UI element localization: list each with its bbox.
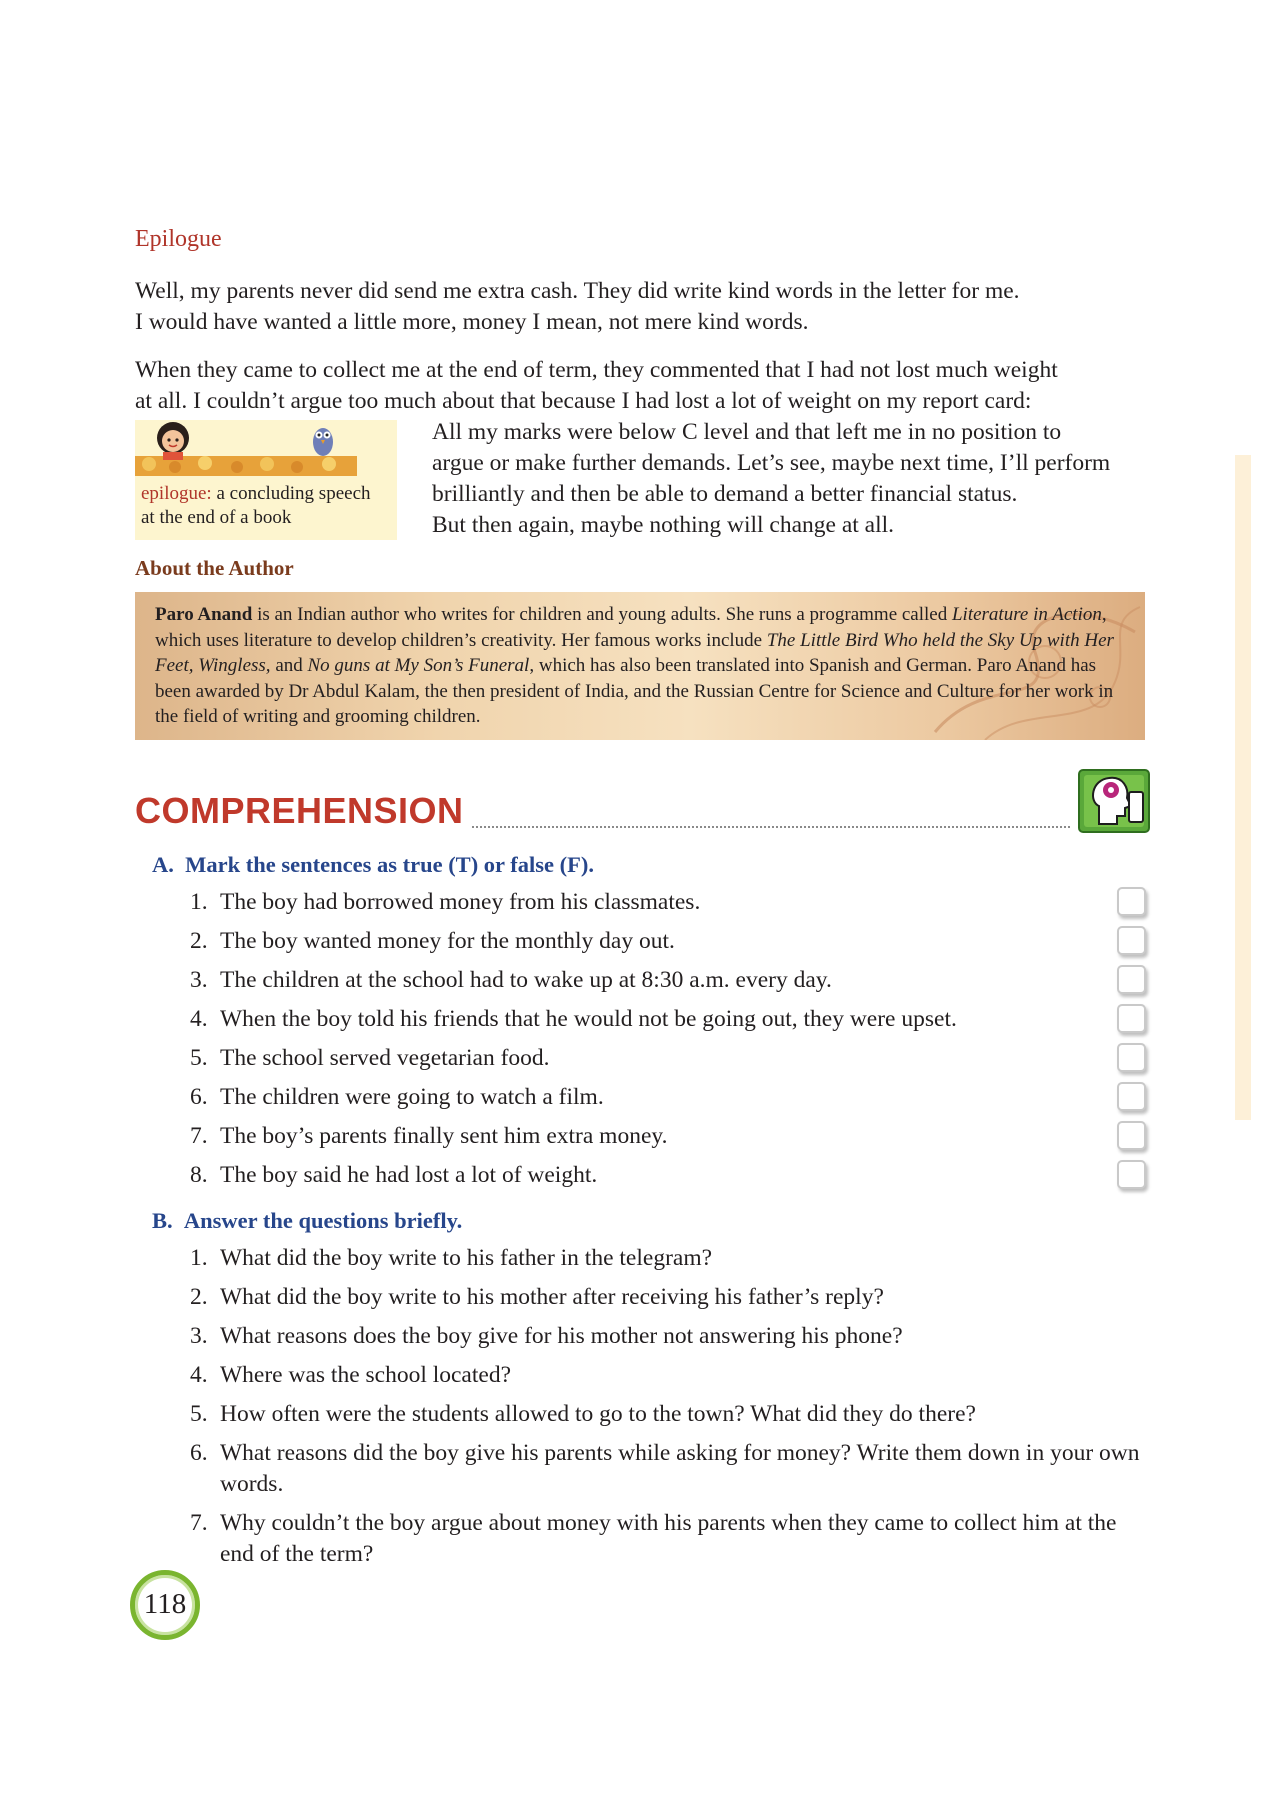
bio-text-4: , which has also been translated into Spanish and German. Paro Anand has been awarded by Dr Abdul Kalam, the then president of India, and the Russian Centre for Science and Culture for her work in the field of writing and grooming children. xyxy=(155,655,1114,727)
text-line: brilliantly and then be able to demand a better financial status. xyxy=(432,481,1018,507)
glossary-definition-part-1: a concluding speech xyxy=(211,483,371,504)
question-number: 5. xyxy=(190,1401,208,1427)
true-false-item-3 xyxy=(190,965,1150,1004)
answer-box-5[interactable] xyxy=(1117,1043,1146,1072)
item-text: The boy had borrowed money from his classmates. xyxy=(220,889,701,915)
question-list xyxy=(190,1243,1150,1578)
glossary-definition-part-2: at the end of a book xyxy=(141,507,292,528)
item-text: The school served vegetarian food. xyxy=(220,1045,550,1071)
question-number: 4. xyxy=(190,1362,208,1388)
item-text: The boy wanted money for the monthly day out. xyxy=(220,928,675,954)
text-line: argue or make further demands. Let’s see, maybe next time, I’ll perform xyxy=(432,450,1111,476)
work-title-2: The Little Bird Who held the Sky Up with Her Feet, Wingless, xyxy=(155,629,1114,676)
glossary-box xyxy=(135,420,397,540)
item-text: The children were going to watch a film. xyxy=(220,1084,604,1110)
true-false-item-4 xyxy=(190,1004,1150,1043)
glossary-illustration xyxy=(135,420,357,476)
bio-text-2: , which uses literature to develop children’s creativity. Her famous works include xyxy=(155,604,1107,651)
question-text: What reasons did the boy give his parents while asking for money? Write them down in your own words. xyxy=(220,1440,1140,1497)
question-text: How often were the students allowed to go to the town? What did they do there? xyxy=(220,1401,976,1427)
glossary-word: epilogue: xyxy=(141,483,212,504)
text-line: I would have wanted a little more, money I mean, not mere kind words. xyxy=(135,309,809,335)
owl-illustration xyxy=(313,428,333,456)
section-b-title: Answer the questions briefly. xyxy=(183,1208,463,1233)
girl-illustration xyxy=(157,422,189,460)
text-line: Well, my parents never did send me extra cash. They did write kind words in the letter for me. xyxy=(135,278,1020,304)
question-item-4 xyxy=(190,1360,1145,1391)
question-item-2 xyxy=(190,1282,1145,1313)
epilogue-paragraph-1 xyxy=(135,276,1020,338)
true-false-item-2 xyxy=(190,926,1150,965)
item-number: 4. xyxy=(190,1006,208,1032)
item-number: 2. xyxy=(190,928,208,954)
section-a-title: Mark the sentences as true (T) or false (F). xyxy=(185,852,594,877)
section-b-heading xyxy=(152,1208,462,1234)
question-item-1 xyxy=(190,1243,1145,1274)
answer-box-3[interactable] xyxy=(1117,965,1146,994)
item-number: 8. xyxy=(190,1162,208,1188)
item-text: When the boy told his friends that he would not be going out, they were upset. xyxy=(220,1006,957,1032)
answer-box-2[interactable] xyxy=(1117,926,1146,955)
answer-box-6[interactable] xyxy=(1117,1082,1146,1111)
question-text: Where was the school located? xyxy=(220,1362,512,1388)
text-line: All my marks were below C level and that left me in no position to xyxy=(432,419,1062,445)
work-title-3: No guns at My Son’s Funeral xyxy=(307,655,530,676)
author-name: Paro Anand xyxy=(155,604,253,625)
epilogue-paragraph-2 xyxy=(135,355,1058,417)
item-number: 1. xyxy=(190,889,208,915)
text-line: When they came to collect me at the end of term, they commented that I had not lost much weight xyxy=(135,357,1058,383)
question-item-5 xyxy=(190,1399,1145,1430)
question-number: 6. xyxy=(190,1440,208,1466)
epilogue-paragraph-3 xyxy=(432,417,1110,541)
work-title-1: Literature in Action xyxy=(951,604,1102,625)
true-false-item-8 xyxy=(190,1160,1150,1199)
side-strip xyxy=(1235,455,1251,1120)
question-item-7 xyxy=(190,1508,1145,1570)
author-bio-text xyxy=(155,602,1135,730)
question-number: 2. xyxy=(190,1284,208,1310)
item-number: 7. xyxy=(190,1123,208,1149)
item-number: 5. xyxy=(190,1045,208,1071)
item-number: 6. xyxy=(190,1084,208,1110)
answer-box-1[interactable] xyxy=(1117,887,1146,916)
section-a-label: A. xyxy=(152,852,174,877)
comprehension-head-icon xyxy=(1077,766,1153,834)
answer-box-4[interactable] xyxy=(1117,1004,1146,1033)
page-number: 118 xyxy=(143,1588,187,1620)
true-false-item-6 xyxy=(190,1082,1150,1121)
question-number: 1. xyxy=(190,1245,208,1271)
text-line: But then again, maybe nothing will change at all. xyxy=(432,512,895,538)
about-author-heading: About the Author xyxy=(135,556,294,580)
true-false-item-5 xyxy=(190,1043,1150,1082)
section-b-label: B. xyxy=(152,1208,173,1233)
text-line: at all. I couldn’t argue too much about that because I had lost a lot of weight on my report card: xyxy=(135,388,1032,414)
comprehension-heading: COMPREHENSION xyxy=(135,790,464,831)
glossary-definition xyxy=(141,482,371,530)
question-text: What did the boy write to his father in the telegram? xyxy=(220,1245,713,1271)
question-number: 7. xyxy=(190,1510,208,1536)
author-bio-box xyxy=(135,592,1145,740)
question-number: 3. xyxy=(190,1323,208,1349)
question-text: What did the boy write to his mother after receiving his father’s reply? xyxy=(220,1284,884,1310)
bio-text-3: and xyxy=(270,655,308,676)
heading-dotted-rule xyxy=(472,826,1070,828)
true-false-item-7 xyxy=(190,1121,1150,1160)
item-text: The children at the school had to wake up at 8:30 a.m. every day. xyxy=(220,967,832,993)
true-false-item-1 xyxy=(190,887,1150,926)
item-text: The boy said he had lost a lot of weight. xyxy=(220,1162,598,1188)
true-false-list xyxy=(190,887,1150,1199)
section-a-heading xyxy=(152,852,594,878)
question-item-3 xyxy=(190,1321,1145,1352)
question-text: Why couldn’t the boy argue about money with his parents when they came to collect him at the end of the term? xyxy=(220,1510,1117,1567)
item-text: The boy’s parents finally sent him extra money. xyxy=(220,1123,668,1149)
glossary-line-1 xyxy=(141,482,371,506)
item-number: 3. xyxy=(190,967,208,993)
question-item-6 xyxy=(190,1438,1145,1500)
question-text: What reasons does the boy give for his mother not answering his phone? xyxy=(220,1323,903,1349)
page-number-badge xyxy=(130,1570,200,1640)
answer-box-7[interactable] xyxy=(1117,1121,1146,1150)
answer-box-8[interactable] xyxy=(1117,1160,1146,1189)
epilogue-heading: Epilogue xyxy=(135,226,222,252)
bio-text-1: is an Indian author who writes for children and young adults. She runs a programme called xyxy=(252,604,952,625)
